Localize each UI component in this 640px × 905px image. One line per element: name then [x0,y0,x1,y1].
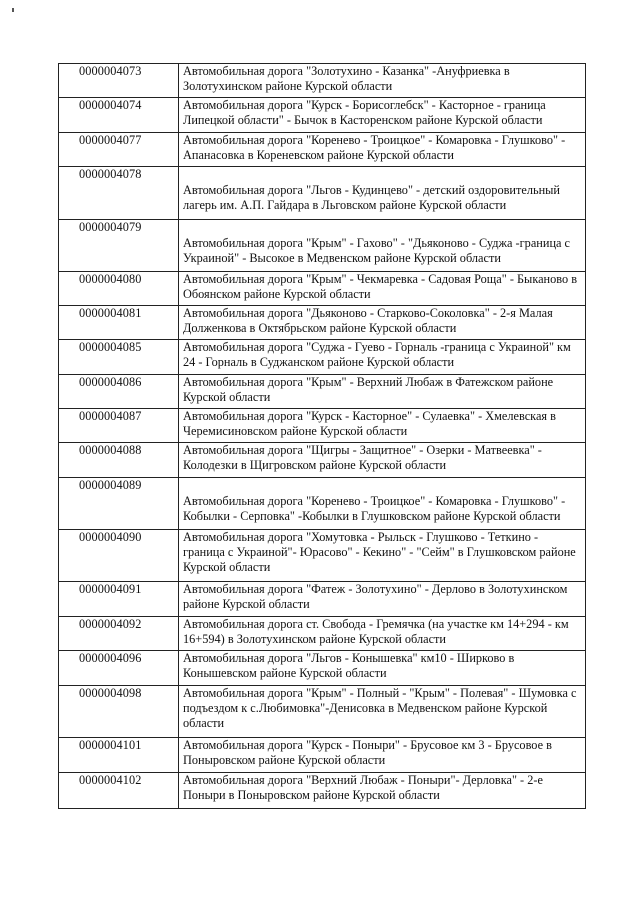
road-code-cell: 0000004098 [59,686,179,738]
road-code-cell: 0000004073 [59,64,179,98]
road-description-cell [179,617,586,651]
road-description-text: Автомобильная дорога "Хомутовка - Рыльск - Глушково - Теткино - граница с Украиной"- Юрасово" - Кекино" - "Сейм" в Глушковском районе Курской области [183,530,576,574]
road-description-text: Автомобильная дорога "Верхний Любаж - Поныри"- Дерловка" - 2-е Поныри в Поныровском районе Курской области [183,773,543,802]
table-row [59,478,586,530]
road-description-text: Автомобильная дорога ст. Свобода - Гремячка (на участке км 14+294 - км 16+594) в Золотухинском районе Курской области [183,617,569,646]
road-code-cell: 0000004077 [59,133,179,167]
scan-mark [12,8,14,12]
road-description-text: Автомобильная дорога "Коренево - Троицкое" - Комаровка - Глушково" - Кобылки - Серповка" -Кобылки в Глушковском районе Курской области [183,494,566,523]
road-description-text: Автомобильная дорога "Крым" - Полный - "Крым" - Полевая" - Шумовка с подъездом к с.Любимовка"-Денисовка в Медвенском районе Курской области [183,686,577,730]
road-description-text: Автомобильная дорога "Курск - Касторное" - Сулаевка" - Хмелевская в Черемисиновском районе Курской области [183,409,556,438]
table-row [59,340,586,375]
table-row [59,133,586,167]
road-description-cell [179,64,586,98]
road-code-cell: 0000004102 [59,773,179,809]
table-row [59,64,586,98]
road-code-cell: 0000004085 [59,340,179,375]
table-row [59,582,586,617]
road-description-text: Автомобильная дорога "Золотухино - Казанка" -Ануфриевка в Золотухинском районе Курской области [183,64,510,93]
road-registry-table [58,63,586,809]
table-row [59,409,586,443]
road-description-cell [179,686,586,738]
road-description-cell [179,409,586,443]
road-description-cell [179,133,586,167]
road-description-text: Автомобильная дорога "Курск - Поныри" - Брусовое км 3 - Брусовое в Поныровском районе Курской области [183,738,552,767]
table-row [59,738,586,773]
road-description-cell [179,220,586,272]
table-row [59,686,586,738]
road-code-cell: 0000004078 [59,167,179,220]
table-row [59,272,586,306]
road-code-cell: 0000004091 [59,582,179,617]
road-description-text: Автомобильная дорога "Дьяконово - Старково-Соколовка" - 2-я Малая Долженкова в Октябрьском районе Курской области [183,306,553,335]
table-row [59,98,586,133]
table-row [59,617,586,651]
road-code-cell: 0000004096 [59,651,179,686]
road-description-text: Автомобильная дорога "Суджа - Гуево - Горналь -граница с Украиной" км 24 - Горналь в Суджанском районе Курской области [183,340,571,369]
road-description-cell [179,478,586,530]
road-description-cell [179,306,586,340]
road-code-cell: 0000004080 [59,272,179,306]
road-description-text: Автомобильная дорога "Щигры - Защитное" - Озерки - Матвеевка" - Колодезки в Щигровском районе Курской области [183,443,542,472]
road-code-cell: 0000004086 [59,375,179,409]
table-row [59,530,586,582]
road-description-cell [179,738,586,773]
road-code-cell: 0000004079 [59,220,179,272]
road-description-cell [179,773,586,809]
road-description-text: Автомобильная дорога "Крым" - Гахово" - "Дьяконово - Суджа -граница с Украиной" - Высокое в Медвенском районе Курской области [183,236,571,265]
road-description-cell [179,443,586,478]
table-row [59,306,586,340]
road-description-cell [179,167,586,220]
road-description-text: Автомобильная дорога "Коренево - Троицкое" - Комаровка - Глушково" - Апанасовка в Кореневском районе Курской области [183,133,566,162]
road-code-cell: 0000004081 [59,306,179,340]
road-description-cell [179,530,586,582]
road-description-cell [179,98,586,133]
registry-table-body [59,64,586,809]
road-description-text: Автомобильная дорога "Курск - Борисоглебск" - Касторное - граница Липецкой области" - Бычок в Касторенском районе Курской области [183,98,546,127]
table-row [59,443,586,478]
road-description-cell [179,340,586,375]
road-description-text: Автомобильная дорога "Крым" - Верхний Любаж в Фатежском районе Курской области [183,375,554,404]
road-description-text: Автомобильная дорога "Льгов - Кудинцево" - детский оздоровительный лагерь им. А.П. Гайдара в Льговском районе Курской области [183,183,560,212]
road-description-cell [179,651,586,686]
road-code-cell: 0000004092 [59,617,179,651]
road-code-cell: 0000004088 [59,443,179,478]
road-code-cell: 0000004101 [59,738,179,773]
road-description-text: Автомобильная дорога "Крым" - Чекмаревка - Садовая Роща" - Быканово в Обоянском районе Курской области [183,272,578,301]
road-code-cell: 0000004090 [59,530,179,582]
table-row [59,773,586,809]
table-row [59,651,586,686]
road-description-text: Автомобильная дорога "Льгов - Конышевка" км10 - Ширково в Конышевском районе Курской области [183,651,515,680]
road-code-cell: 0000004074 [59,98,179,133]
road-code-cell: 0000004089 [59,478,179,530]
road-description-text: Автомобильная дорога "Фатеж - Золотухино" - Дерлово в Золотухинском районе Курской области [183,582,568,611]
table-row [59,167,586,220]
road-description-cell [179,582,586,617]
road-description-cell [179,272,586,306]
table-row [59,375,586,409]
table-row [59,220,586,272]
road-code-cell: 0000004087 [59,409,179,443]
road-description-cell [179,375,586,409]
